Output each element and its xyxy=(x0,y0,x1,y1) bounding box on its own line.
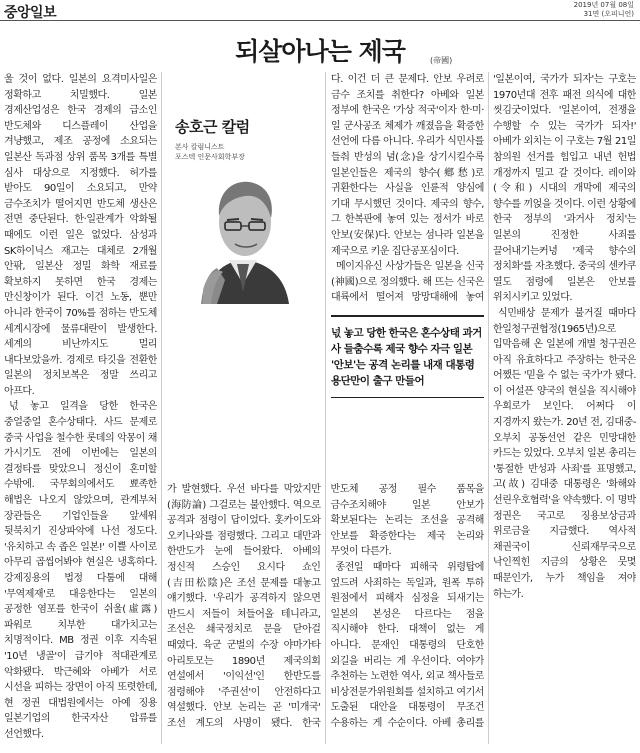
role-line: 포스텍 인문사회학부장 xyxy=(175,153,245,161)
columnist-portrait xyxy=(167,164,320,304)
column-rule xyxy=(488,72,489,744)
headline-hanja: (帝國) xyxy=(430,56,453,65)
paragraph: 종전일 때마다 피해국 위령탑에 엎드려 사죄하는 독일과, 원폭 투하 원점에서 피해자 심정을 되새기는 일본의 본성은 다르다는 점을 직시해야 한다. 대책이 없는 게 아니다. 문재인 대통령의 단호한 외길을 버리는 게 우선이다. 여야가 추천하는 노련한 역사, 외교 책사들로 비상전문가위원회를 설치하고 여기서 도출된 대안을 대통령이 무조건 수용하는 게 수순이다. 아베 총리를 xyxy=(330,561,484,729)
column-rule xyxy=(161,72,162,744)
article-headline: 되살아나는 제국 xyxy=(235,37,405,66)
paragraph: '일본이여, 국가가 되자'는 구호는 1970년대 전후 패전 의식에 대한 씻김굿이었다. '일본이여, 전쟁을 수행할 수 있는 국가가 되자!' 아베가 외치는 이 구호는 7월 21일 참의원 선거를 힘입고 내년 헌법 개정까지 밀고 갈 것이다. 레이와(令和) 시대의 개막에 제국의 향수를 끼얹을 것이다. 이런 상황에 한국 정부의 '과거사 정치'는 일본의 진정한 사죄를 끌어내기는커녕 '제국 향수의 정치화'를 자초했다. 중국의 센카쿠 열도 점령에 일본은 안보를 위치시키고 있었다. xyxy=(493,74,636,304)
body-column-3-top xyxy=(331,72,484,304)
pull-quote: 넋 놓고 당한 한국은 혼수상태 과거사 들춤수록 제국 향수 자극 일본 '안보'는 공격 논리를 내재 대통령 용단만이 출구 만들어 xyxy=(331,315,484,398)
body-column-4 xyxy=(493,72,636,744)
paragraph: 울 것이 없다. 일본의 요격미사일은 정확하고 치밀했다. 일본 경제산업성은 한국 경제의 급소인 반도체와 디스플레이 산업을 겨냥했고, 제조 공정에 소요되는 일본산 독과점 상위 품목 3개를 특별 심사 대상으로 지정했다. 허가를 받아도 90일이 소요되고, 만약 금수조치가 떨어지면 반도체 생산은 전면 중단된다. 한·일관계가 악화될 때에도 이런 일은 없었다. 삼성과 SK하이닉스 재고는 대체로 2개월 안팎, 일본산 정밀 화학 재료를 확보하지 못하면 한국 경제는 만신창이가 된다. 이건 노동, 뿐만 아니라 한국이 70%를 점하는 반도체 세계시장에 물류대란이 발생한다. 세계의 비난까지도 멀리 내다보았을까. 경제로 타깃을 전환한 일본의 정치보복은 정말 쓰리고 아프다. xyxy=(4,74,157,397)
masthead xyxy=(0,0,640,21)
role-line: 본사 칼럼니스트 xyxy=(175,143,225,151)
newspaper-logo: 중앙일보 xyxy=(4,5,57,21)
body-column-1 xyxy=(4,72,157,744)
issue-date: 2019년 07월 08일 xyxy=(573,1,634,9)
byline-box xyxy=(167,72,320,302)
body-columns-2-3-bottom xyxy=(167,482,484,744)
paragraph: 넋 놓고 일격을 당한 한국은 중얼중얼 혼수상태다. 사드 문제로 중국 사업을 철수한 롯데의 악몽이 채 가시기도 전에 이번에는 일본의 결정타를 맞았으니 정신이 혼미할 수밖에. 국무회의에서도 뾰족한 해법은 나오지 않았으며, 관계부처 장관들은 기업인들을 앞세워 뒷북치기 진상파악에 나선 정도다. '유치하고 속 좁은 일본!' 이쁠 사이로 아무리 곱씹어봐야 현실은 냉혹하다. 강제징용의 법정 다툼에 대해 '무역제재'로 대응한다는 일본의 공정한 염포를 한국이 쉬울(虛露) 파워로 치부한 대가치고는 치명적이다. MB 정권 이후 지속된 '10년 냉골'이 급기야 적대관계로 악화됐다. 박근혜와 아베가 서로 시선을 피하는 장면이 아직 또렷한데, 현 정권 대법원에서는 아예 징용 일본기업의 한국자산 압류를 선언했다. xyxy=(4,401,157,740)
paragraph: 식민배상 문제가 불거질 때마다 한일청구권협정(1965년)으로 입막음해 온 일본에 개별 청구권은 아직 유효하다고 주장하는 한국은 어쨌든 '믿을 수 없는 국가'가 됐다. 이 어설픈 양국의 현실을 직시해야 우회로가 보인다. 어쩌다 이 지경까지 왔는가. 20년 전, 김대중-오부치 공동선언 같은 민망대한 카드는 있었다. 오부치 일본 총리는 '통절한 반성과 사죄'를 표명했고, 고(故) 김대중 대통령은 '화해와 선린우호협력'을 약속했다. 이 명박 정권은 국고로 징용보상금과 위로금을 지급했다. 역사적 채권국이 신뢰재무국으로 낙인찍힌 지금의 상황은 뭇몇 때문인가, 누가 책임을 져야 하는가. xyxy=(493,307,636,600)
issue-info xyxy=(574,1,634,19)
paragraph xyxy=(4,743,157,744)
issue-section: 31면 (오피니언) xyxy=(583,10,634,18)
columnist-role xyxy=(175,142,245,162)
columnist-name: 송호근 칼럼 xyxy=(175,118,250,136)
paragraph: 메이지유신 사상가들은 일본을 신국(神國)으로 정의했다. 해 뜨는 신국은 대륙에서 떨어져 망망대해에 놓여 xyxy=(331,261,484,304)
paragraph: 가 발현했다. 우선 바다를 막았지만(海防論) 그걸로는 불안했다. 역으로 공격과 점령이 답이었다. 홋카이도와 오키나와를 점령했다. 그리고 대만과 한반도가 눈에 들어왔다. 아베의 정신적 스승인 요시다 쇼인(吉田松陰)은 조선 문제를 대놓고 얘기했다. '우리가 공격하지 않으면 반드시 저들이 쳐들어올 테니라고, 조선은 쇄국정치로 문을 닫아걸 때였다. 육군 군벌의 수장 야마가타 아리토모는 1890년 제국의회 연설에서 '이익선'인 한반도를 점령해야 '주권선'이 안전하다고 역설했다. 안보 논리는 곧 '미개국' 조선 계도의 사명이 됐다. 한국 반도체 공정 필수 품목을 금수조치해야 일본 안보가 확보된다는 논리는 조선을 공격해 안보를 확증한다는 제국 논리와 무엇이 다른가. xyxy=(167,484,484,729)
paragraph: 다. 이건 더 큰 문제다. 안보 우려로 금수 조치를 취한다? 아베와 일본 정부에 한국은 '가상 적국'이자 한·미·일 군사공조 체제가 깨졌음을 확증한 선언에 다름 아니다. 우리가 식민사를 들춰 반성의 념(念)을 상기시킬수록 일본인들은 제국의 향수(鄕愁)로 귀환한다는 사실을 인륜적 양심에 기대 무시했던 것이다. 제국의 향수, 그 한복판에 놓여 있는 정서가 바로 안보(安保)다. 안보는 섬나라 일본을 제국으로 키운 집단공포심이다. xyxy=(331,74,484,257)
